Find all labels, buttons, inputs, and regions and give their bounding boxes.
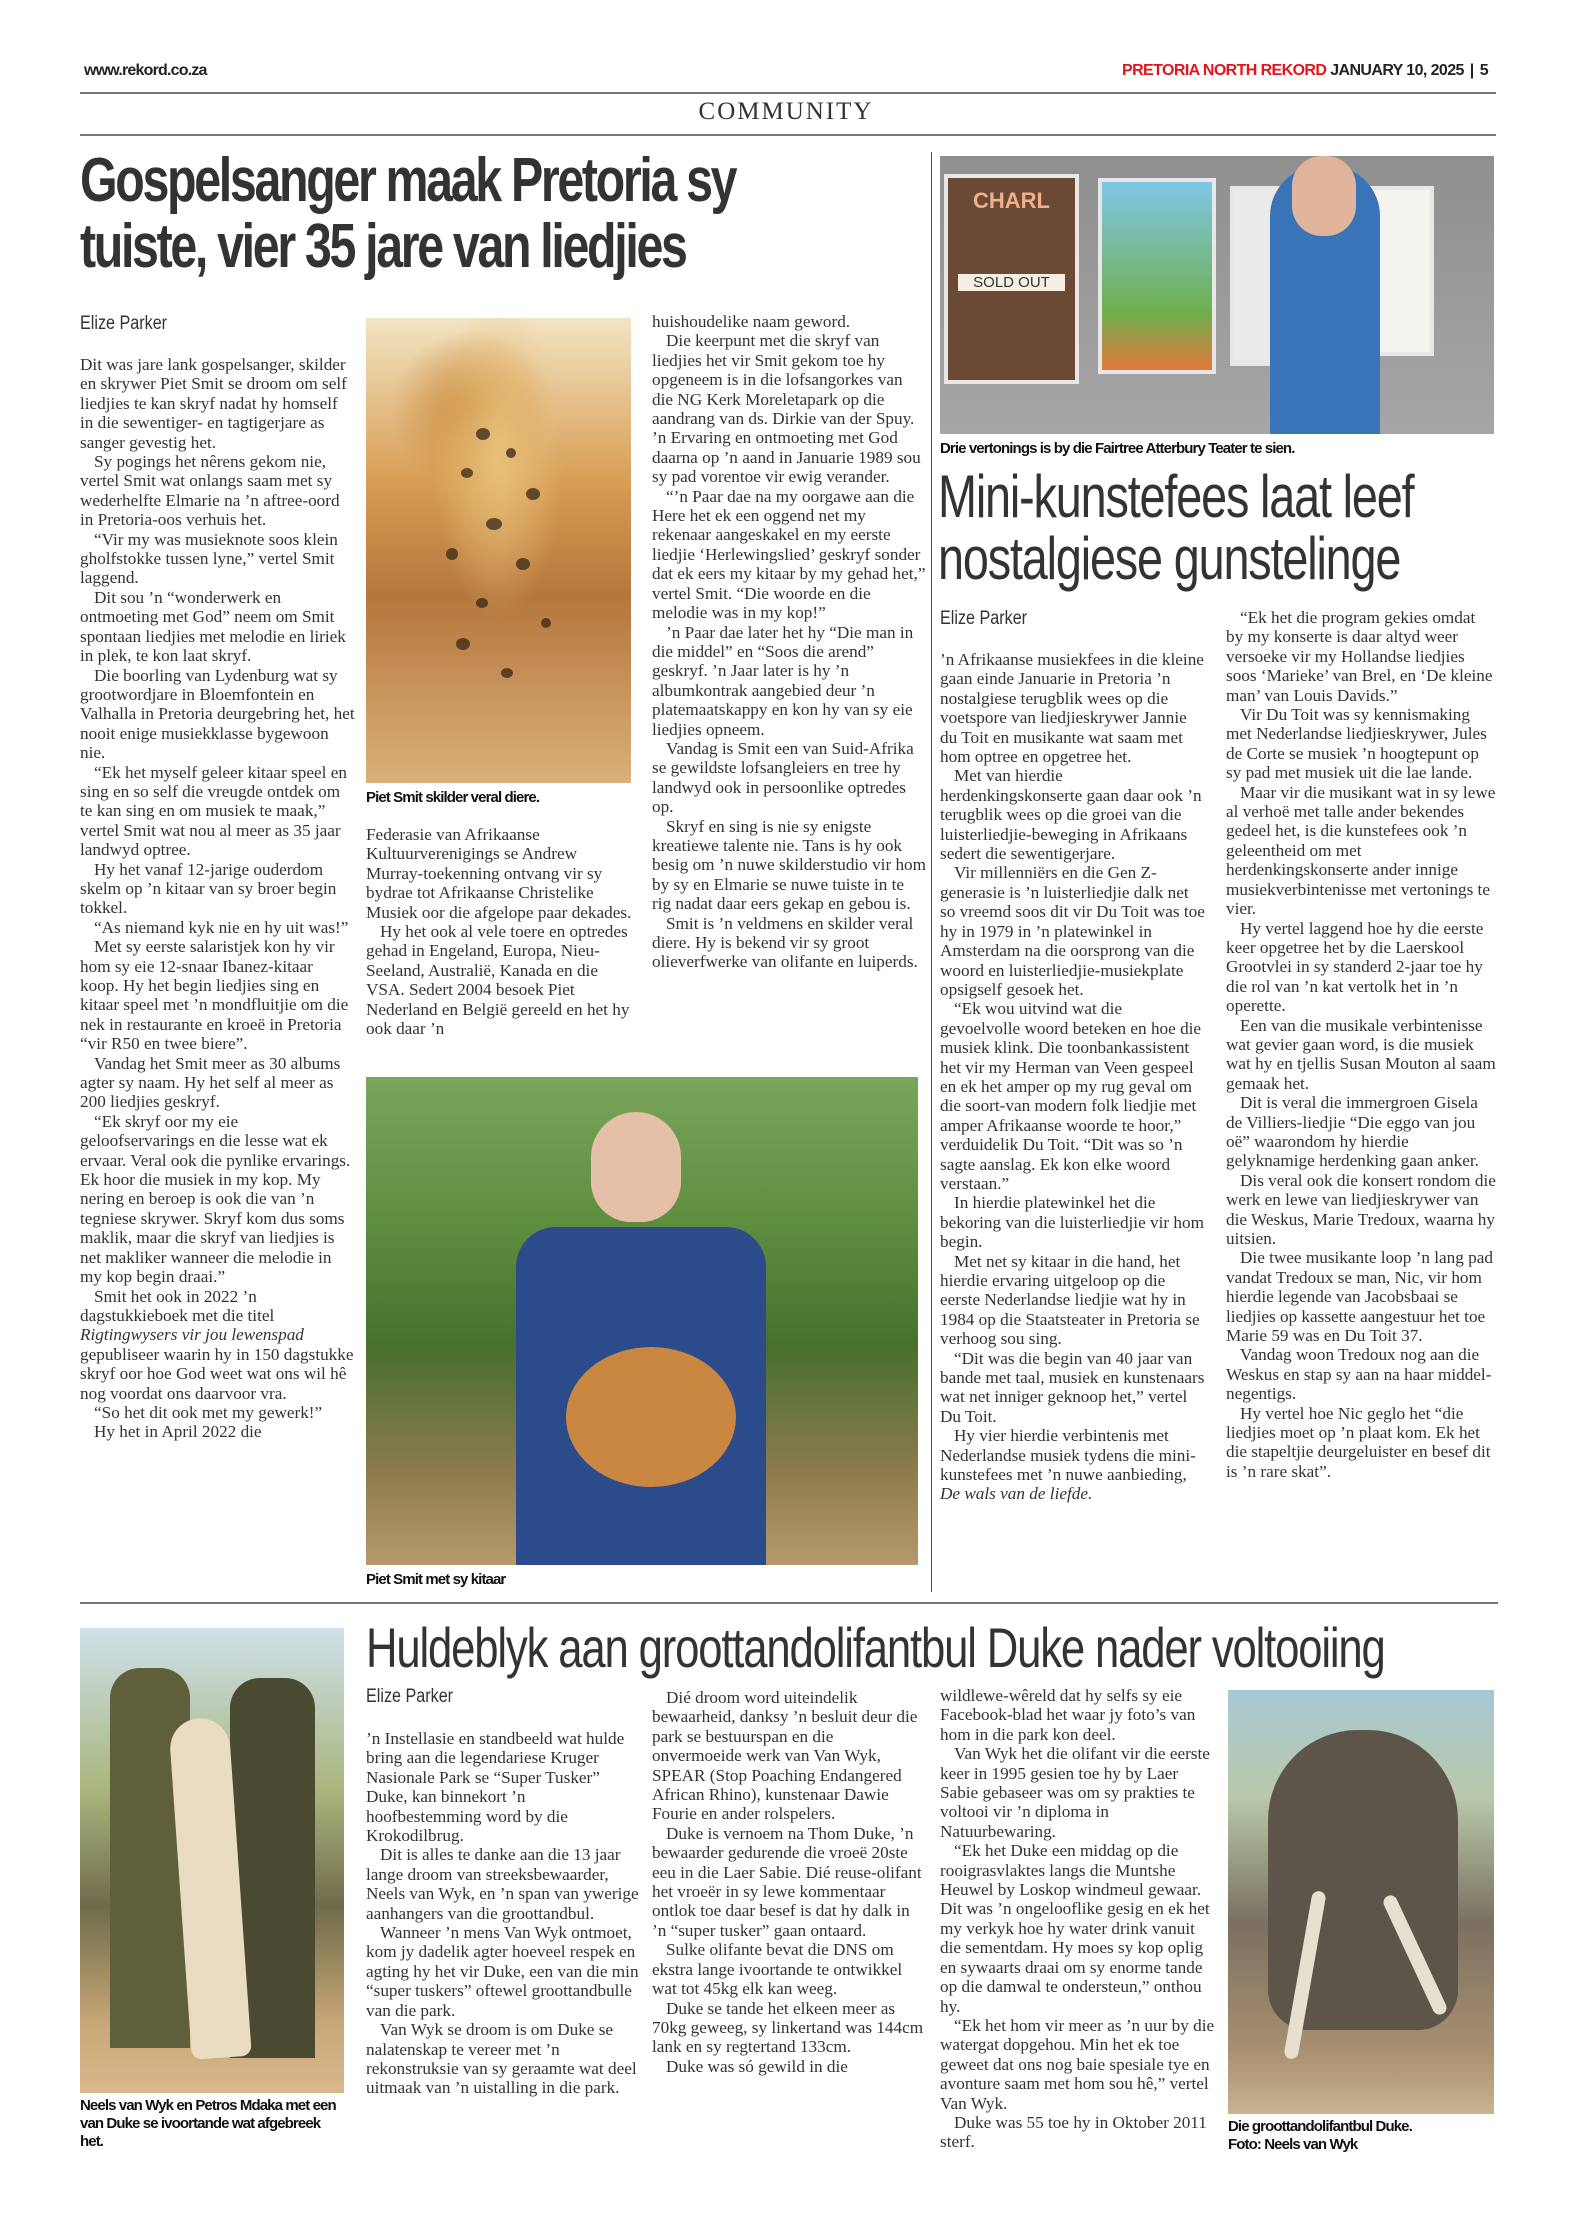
- paragraph: Duke is vernoem na Thom Duke, ’n bewaarder gedurende die vroeë 20ste eeu in die Laer Sabie. Dié reuse-olifant het vroeër in sy lewe kommentaar ontlok toe daar besef is dat hy dalk in ’n “super tusker” gaan ontaard.: [652, 1823, 922, 1940]
- article2-byline: Elize Parker: [940, 608, 1028, 629]
- poster-charl: CHARL SOLD OUT: [944, 174, 1079, 384]
- article2-headline: [938, 463, 1500, 592]
- paragraph: Dié droom word uiteindelik bewaarheid, danksy ’n besluit deur die park se bestuurspan en die onvermoeide werk van Van Wyk, SPEAR (Stop Poaching Endangered African Rhino), kunstenaar Dawie Fourie en ander rolspelers.: [652, 1688, 918, 1824]
- paragraph: In hierdie platewinkel het die bekoring van die luisterliedjie vir hom begin.: [940, 1193, 1204, 1252]
- separator: |: [1469, 62, 1474, 79]
- paragraph: Een van die musikale verbintenisse wat gevier gaan word, is die musiek wat hy en tjellis Susan Mouton al saam gemaak het.: [1226, 1015, 1496, 1093]
- paragraph: “Ek het myself geleer kitaar speel en sing en so self die vreugde ontdek om te kan sing en om musiek te maak,” vertel Smit wat nou al meer as 35 jaar landwyd optree.: [80, 762, 347, 860]
- site-url[interactable]: www.rekord.co.za: [84, 62, 207, 79]
- paragraph: Hy vertel laggend hoe hy die eerste keer opgetree het by die Laerskool Grootvlei in sy standerd 2-jaar toe hy die rol van ’n kat vertolk het in ’n operette.: [1226, 918, 1484, 1016]
- paragraph: Dis veral ook die konsert rondom die werk en lewe van liedjieskrywer van die Weskus, Marie Tredoux, waarna hy uitsien.: [1226, 1170, 1496, 1248]
- paragraph: Smit het ook in 2022 ’n dagstukkieboek met die titel Rigtingwysers vir jou lewenspad gepubliseer waarin hy in 150 dagstukke skryf oor hoe God weet wat ons wil hê nog voordat ons daarvoor vra.: [80, 1286, 354, 1403]
- rangers-with-tusk-photo: [80, 1628, 344, 2093]
- paragraph: Die twee musikante loop ’n lang pad vandat Tredoux se man, Nic, vir hom hierdie legende van Jacobsbaai se liedjies op kassette aangestuur het toe Marie 59 was en Du Toit 37.: [1226, 1248, 1493, 1346]
- man-face-shape: [1292, 156, 1356, 236]
- paragraph: Vandag woon Tredoux nog aan die Weskus en stap sy aan na haar middel-negentigs.: [1226, 1345, 1492, 1404]
- guitar-shape: [566, 1347, 736, 1487]
- paragraph: Hy vier hierdie verbintenis met Nederlandse musiek tydens die mini-kunstefees met ’n nuwe aanbieding, De wals van de liefde.: [940, 1426, 1196, 1504]
- article3-column-3: [940, 1686, 1215, 2152]
- paragraph: Wanneer ’n mens Van Wyk ontmoet, kom jy dadelik agter hoeveel respek en agting hy het vir Duke, een van die min “super tuskers” oftewel groottandbulle van die park.: [366, 1923, 639, 2020]
- paragraph: Duke was só gewild in die: [666, 2056, 848, 2076]
- paragraph: “Ek het hom vir meer as ’n uur by die watergat dopgehou. Min het ek toe geweet dat ons nog baie spesiale tye en avonture saam met hom sou hê,” vertel Van Wyk.: [940, 2015, 1215, 2113]
- paragraph: “Vir my was musieknote soos klein gholfstokke tussen lyne,” vertel Smit laggend.: [80, 529, 338, 588]
- paragraph: Die keerpunt met die skryf van liedjies het vir Smit gekom toe hy opgeneem is in die lofsangorkes van die NG Kerk Moreletapark op die aandrang van ds. Dirkie van der Spuy. ’n Ervaring en ontmoeting met God daarna op ’n aand in Januarie 1989 sou sy pad vorentoe vir ewig verander.: [652, 331, 921, 487]
- paragraph: Federasie van Afrikaanse Kultuurverenigings se Andrew Murray-toekenning ontvang vir sy bydrae tot Afrikaanse Christelike Musiek oor die afgelope paar dekades.: [366, 825, 632, 922]
- article1-byline: Elize Parker: [80, 313, 168, 334]
- paragraph: Hy vertel hoe Nic geglo het “die liedjies moet op ’n plaat kom. Ek het die stapeltjie deurgeluister en besef dit is ’n rare skat”.: [1226, 1403, 1491, 1481]
- headline-line: tuiste, vier 35 jare van liedjies: [80, 212, 686, 281]
- caption-line: Die groottandolifantbul Duke.: [1228, 2118, 1412, 2135]
- paragraph: “’n Paar dae na my oorgawe aan die Here het ek een oggend net my rekenaar aangeskakel en my eerste liedjie ‘Herlewingslied’ geskryf sonder dat ek eers my kitaar by my gehad het,” vertel Smit. “Die woorde en die melodie was in my kop!”: [652, 486, 926, 623]
- masthead-info: [1122, 62, 1488, 80]
- paragraph: ’n Afrikaanse musiekfees in die kleine gaan einde Januarie in Pretoria ’n nostalgiese terugblik wees op die voetspore van liedjieskrywer Jannie du Toit en musikante wat saam met hom optree en opgetree het.: [940, 650, 1204, 767]
- paragraph: Die boorling van Lydenburg wat sy grootwordjare in Bloemfontein en Valhalla in Pretoria deurgebring het, het nooit enige musiekklasse bygewoon nie.: [80, 665, 355, 763]
- paragraph: huishoudelike naam geword.: [652, 312, 851, 331]
- section-label: COMMUNITY: [698, 98, 874, 125]
- paragraph: ’n Paar dae later het hy “Die man in die middel” en “Soos die arend” geskryf. ’n Jaar later is hy ’n albumkontrak aangebied deur ’n platemaatskappy en kon hy van sy eie liedjies opneem.: [652, 622, 914, 739]
- article-divider: [80, 1602, 1498, 1604]
- paragraph: Met sy eerste salaristjek kon hy vir hom sy eie 12-snaar Ibanez-kitaar koop. Hy het begin liedjies sing en kitaar speel met ’n mondfluitjie om die nek in restaurante en kroeë in Pretoria “vir R50 en twee biere”.: [80, 937, 349, 1054]
- paper-name: PRETORIA NORTH REKORD: [1122, 62, 1327, 79]
- page-number: 5: [1479, 62, 1488, 79]
- paragraph: Maar vir die musikant wat in sy lewe al verhoë met talle ander bekendes gedeel het, is die kunstefees ook ’n geleentheid om met herdenkingskonserte ander innige musiekverbintenisse met vertonings te vier.: [1226, 782, 1496, 919]
- article3-byline: Elize Parker: [366, 1686, 454, 1707]
- leopard-painting-photo: [366, 318, 631, 783]
- paragraph: Van Wyk se droom is om Duke se nalatenskap te vereer met ’n rekonstruksie van sy geraamte wat deel uitmaak van ’n uistalling in die park.: [366, 2020, 637, 2098]
- paragraph: Met van hierdie herdenkingskonserte gaan daar ook ’n terugblik wees op die groei van die luisterliedjie-beweging in Afrikaans sedert die sewentigerjare.: [940, 766, 1202, 864]
- elephant-duke-photo: [1228, 1690, 1494, 2114]
- photo-caption: Piet Smit skilder veral diere.: [366, 789, 540, 806]
- paragraph: “Dit was die begin van 40 jaar van bande met taal, musiek en kunstenaars wat net inniger geknoop het,” vertel Du Toit.: [940, 1348, 1205, 1426]
- photo-caption: Neels van Wyk en Petros Mdaka met een van Duke se ivoortande wat afgebreek het.: [80, 2097, 336, 2150]
- column-divider: [931, 152, 932, 1592]
- top-rule: [80, 92, 1496, 94]
- paragraph: Hy het in April 2022 die: [94, 1422, 262, 1442]
- paragraph: “Ek wou uitvind wat die gevoelvolle woord beteken en hoe die musiek klink. Die toonbankassistent het vir my Herman van Veen gespeel en ek het amper op my rug geval om die soort-van modern folk liedjie met amper Afrikaanse woorde te hoor,” verduidelik Du Toit. “Dit was so ’n sagte aanslag. Ek kon elke woord verstaan.”: [940, 999, 1202, 1193]
- show-title: De wals van de liefde.: [940, 1484, 1093, 1504]
- photo-credit: Foto: Neels van Wyk: [1228, 2136, 1358, 2153]
- article1-headline: [80, 148, 969, 280]
- paragraph: Smit is ’n veldmens en skilder veral diere. Hy is bekend vir sy groot olieverfwerke van olifante en luiperds.: [652, 913, 918, 972]
- article3-headline: Huldeblyk aan groottandolifantbul Duke nader voltooiing: [366, 1616, 1385, 1679]
- guitar-photo: [366, 1077, 918, 1565]
- photo-caption: Drie vertonings is by die Fairtree Atterbury Teater te sien.: [940, 440, 1295, 457]
- headline-line: Mini-kunstefees laat leef: [938, 463, 1414, 530]
- paragraph: wildlewe-wêreld dat hy selfs sy eie Facebook-blad het waar jy foto’s van hom in die park kon deel.: [940, 1686, 1196, 1744]
- paragraph: Duke se tande het elkeen meer as 70kg geweeg, sy linkertand was 144cm lank en sy regtertand 133cm.: [652, 1998, 924, 2057]
- paragraph: Vir millenniërs en die Gen Z-generasie is ’n luisterliedjie dalk net so vreemd soos dit vir Du Toit was toe hy in 1979 in ’n platewinkel in Amsterdam na die oorsprong van die woord en luisterliedjie-musiekplate opsigself gesoek het.: [940, 863, 1205, 999]
- article2-column-1: [940, 650, 1205, 1504]
- paragraph: Sy pogings het nêrens gekom nie, vertel Smit wat onlangs saam met sy wederhelfte Elmarie na ’n aftree-oord in Pretoria-oos verhuis het.: [80, 452, 340, 530]
- paragraph: Dit sou ’n “wonderwerk en ontmoeting met God” neem om Smit spontaan liedjies met melodie en liriek in plek, te kon laat skryf.: [80, 587, 346, 666]
- article2-column-2: [1226, 608, 1496, 1481]
- section-rule: [80, 134, 1496, 136]
- paragraph: “So het dit ook met my gewerk!”: [94, 1402, 323, 1422]
- paragraph: “Ek het Duke een middag op die rooigrasvlaktes langs die Muntshe Heuwel by Loskop windmeul gewaar. Dit was ’n ongelooflike gesig en ek het my verkyk hoe hy water drink vanuit die sementdam. Hy moes sy kop oplig en sywaarts draai om sy enorme tande op die damwal te ondersteun,” onthou hy.: [940, 1841, 1210, 2016]
- poster-colourful: [1098, 178, 1216, 374]
- paragraph: Van Wyk het die olifant vir die eerste keer in 1995 gesien toe hy by Laer Sabie gebaseer was om sy prakties te voltooi vir ’n diploma in Natuurbewaring.: [940, 1744, 1210, 1841]
- paragraph: Skryf en sing is nie sy enigste kreatiewe talente nie. Tans is hy ook besig om ’n nuwe skilderstudio vir hom by sy en Elmarie se nuwe tuiste in te rig nadat daar eers gekap en gebou is.: [652, 816, 927, 914]
- paragraph: Met net sy kitaar in die hand, het hierdie ervaring uitgeloop op die eerste Nederlandse liedjie wat hy in 1984 op die Staatsteater in Pretoria se verhoog sou sing.: [940, 1251, 1200, 1349]
- issue-date: JANUARY 10, 2025: [1330, 62, 1464, 79]
- paragraph: Vandag het Smit meer as 30 albums agter sy naam. Hy het self al meer as 200 liedjies geskryf.: [80, 1053, 341, 1112]
- paragraph: Duke was 55 toe hy in Oktober 2011 sterf.: [940, 2112, 1207, 2152]
- article3-column-2: [652, 1688, 927, 2076]
- paragraph: “Ek skryf oor my eie geloofservarings en die lesse wat ek ervaar. Veral ook die pynlike ervarings. Ek hoor die musiek in my kop. My nering en beroep is ook die van ’n tegniese skrywer. Skryf kom dus soms maklik, maar die skryf van liedjies is net makliker wanneer die melodie in my kop begin draai.”: [80, 1111, 351, 1287]
- article1-column-2: [366, 825, 636, 1038]
- article1-column-3: [652, 312, 927, 972]
- headline-line: nostalgiese gunstelinge: [938, 525, 1401, 592]
- paragraph: “As niemand kyk nie en hy uit was!”: [94, 917, 349, 937]
- face-shape: [591, 1112, 681, 1222]
- paragraph: Dit is veral die immergroen Gisela de Villiers-liedjie “Die eggo van jou oë” waarondom hy hierdie gelyknamige herdenking gaan anker.: [1226, 1093, 1479, 1171]
- paragraph: ’n Instellasie en standbeeld wat hulde bring aan die legendariese Kruger Nasionale Park se “Super Tusker” Duke, kan binnekort ’n hoofbestemming word by die Krokodilbrug.: [366, 1729, 625, 1846]
- theater-posters-photo: [940, 156, 1494, 434]
- paragraph: Hy het ook al vele toere en optredes gehad in Engeland, Europa, Nieu-Seeland, Australië, Kanada en die VSA. Sedert 2004 besoek Piet Nederland en België gereeld en het hy ook daar ’n: [366, 922, 630, 1039]
- paragraph: Vandag is Smit een van Suid-Afrika se gewildste lofsangleiers en tree hy landwyd ook in persoonlike optredes op.: [652, 738, 914, 817]
- paragraph: Hy het vanaf 12-jarige ouderdom skelm op ’n kitaar van sy broer begin tokkel.: [80, 859, 337, 918]
- photo-caption: Piet Smit met sy kitaar: [366, 1571, 506, 1588]
- paragraph: Dit is alles te danke aan die 13 jaar lange droom van streeksbewaarder, Neels van Wyk, en ’n span van ywerige aanhangers van die groottandbul.: [366, 1845, 639, 1923]
- article3-column-1: [366, 1729, 641, 2098]
- headline-line: Gospelsanger maak Pretoria sy: [80, 146, 736, 215]
- paragraph: Vir Du Toit was sy kennismaking met Nederlandse liedjieskrywer, Jules de Corte se musiek ’n hoogtepunt op sy pad met musiek uit die lae lande.: [1226, 705, 1487, 783]
- paragraph: Sulke olifante bevat die DNS om ekstra lange ivoortande te ontwikkel wat tot 45kg elk kan weeg.: [652, 1940, 903, 1999]
- article1-column-1: [80, 355, 355, 1442]
- paragraph: “Ek het die program gekies omdat by my konserte is daar altyd weer versoeke vir my Hollandse liedjies soos ‘Marieke’ van Brel, en ‘De kleine man’ van Louis Davids.”: [1226, 608, 1493, 705]
- paragraph: Dit was jare lank gospelsanger, skilder en skrywer Piet Smit se droom om self liedjies te kan skryf nadat hy homself in die sewentiger- en tagtigerjare as sanger gevestig het.: [80, 355, 347, 452]
- photo-caption: [1228, 2118, 1498, 2154]
- book-title: Rigtingwysers vir jou lewenspad: [80, 1325, 304, 1345]
